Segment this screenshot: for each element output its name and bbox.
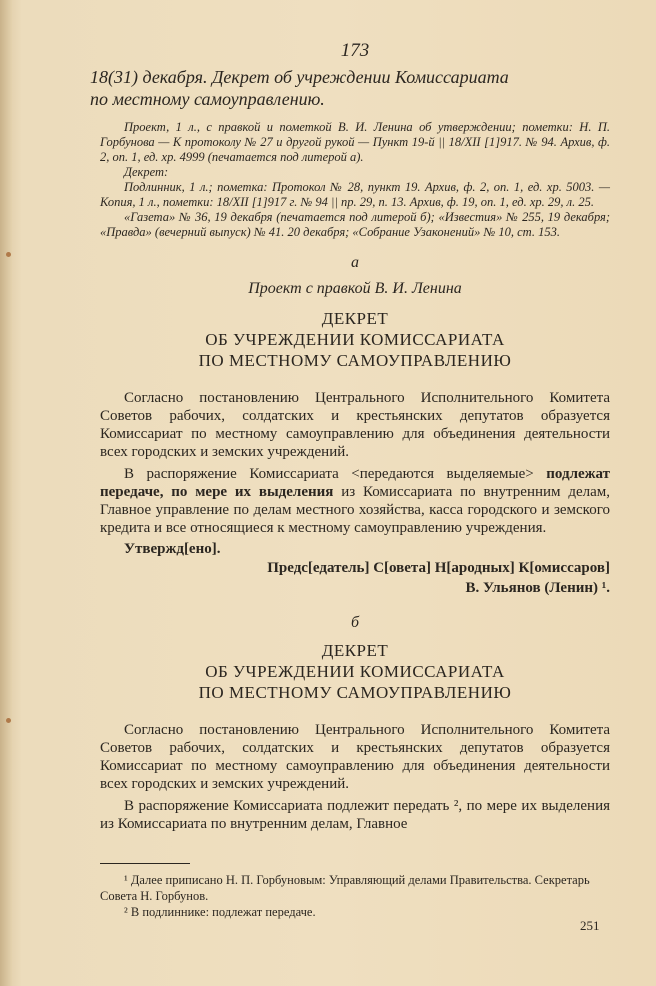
variant-b-paragraph-2: В распоряжение Комиссариата подлежит передать ², по мере их выделения из Комиссариата по внутренним делам, Главное [100, 798, 610, 832]
document-number: 173 [340, 40, 370, 61]
decree-title-line-3: ПО МЕСТНОМУ САМОУПРАВЛЕНИЮ [198, 683, 512, 702]
archival-note-2: Декрет: [124, 165, 169, 179]
footnote-2: ² В подлиннике: подлежат передаче. [124, 905, 316, 919]
variant-a-paragraph-2 [100, 465, 610, 537]
decree-title-line-2: ОБ УЧРЕЖДЕНИИ КОМИССАРИАТА [205, 330, 505, 349]
binding-hole [6, 252, 11, 257]
para2-end: из Комиссариата по внутренним делам, Главное управление по делам местного хозяйства, касса городского и земского кредита и все относящиеся к местному самоуправлению учреждения. [100, 484, 611, 536]
signature-name: В. Ульянов (Ленин) ¹. [465, 580, 610, 596]
document-heading [90, 66, 610, 110]
inserted-text: подлежат передаче, по мере их выделения [100, 466, 610, 500]
page-spine-shadow [0, 0, 12, 986]
variant-a-subtitle: Проект с правкой В. И. Ленина [248, 280, 462, 297]
heading-line-2: по местному самоуправлению. [90, 89, 325, 109]
variant-a-decree-title [100, 308, 610, 371]
footnotes [100, 872, 610, 920]
approval-mark: Утвержд[ено]. [124, 541, 221, 557]
signature-title: Предс[едатель] С[овета] Н[ародных] К[омиссаров] [267, 560, 610, 576]
signature-block [100, 558, 610, 598]
variant-a-paragraph-1: Согласно постановлению Центрального Исполнительного Комитета Советов рабочих, солдатских и крестьянских депутатов образуется Комиссариат по местному самоуправлению для объединения деятельности всех городских и земских учреждений. [100, 390, 610, 460]
variant-b-body [100, 721, 610, 833]
footnote-1: ¹ Далее приписано Н. П. Горбуновым: Управляющий делами Правительства. Секретарь Совета Н. Горбунов. [100, 873, 590, 903]
archival-note-4: «Газета» № 36, 19 декабря (печатается под литерой б); «Известия» № 255, 19 декабря; «Правда» (вечерний выпуск) № 41. 20 декабря; «Собрание Узаконений» № 10, ст. 153. [100, 210, 610, 239]
page-number: 251 [580, 918, 600, 933]
variant-b-paragraph-1: Согласно постановлению Центрального Исполнительного Комитета Советов рабочих, солдатских и крестьянских депутатов образуется Комиссариат по местному самоуправлению для объединения деятельности всех городских и земских учреждений. [100, 722, 610, 792]
decree-title-line-2: ОБ УЧРЕЖДЕНИИ КОМИССАРИАТА [205, 662, 505, 681]
archival-note-3: Подлинник, 1 л.; пометка: Протокол № 28, пункт 19. Архив, ф. 2, оп. 1, ед. хр. 5003. — Копия, 1 л., пометки: 18/XII [1]917 г. № 94 || пр. 29, п. 13. Архив, ф. 19, оп. 1, ед. хр. 29, л. 25. [100, 180, 610, 209]
variant-a-letter: а [351, 254, 359, 271]
page-content [90, 40, 611, 920]
archival-notes [100, 120, 610, 240]
decree-title-line-1: ДЕКРЕТ [321, 309, 389, 328]
variant-b-decree-title [100, 640, 610, 703]
heading-line-1: 18(31) декабря. Декрет об учреждении Комиссариата [90, 67, 509, 87]
para2-start: В распоряжение Комиссариата [124, 466, 352, 482]
footnote-divider [100, 863, 190, 864]
decree-title-line-3: ПО МЕСТНОМУ САМОУПРАВЛЕНИЮ [198, 351, 512, 370]
variant-b-letter: б [350, 614, 360, 631]
binding-hole [6, 718, 11, 723]
archival-note-1: Проект, 1 л., с правкой и пометкой В. И. Ленина об утверждении; пометки: Н. П. Горбунова — К протоколу № 27 и другой рукой — Пункт 19-й || 18/XII [1]917. № 94. Архив, ф. 2, оп. 1, ед. хр. 4999 (печатается под литерой а). [100, 120, 610, 164]
deleted-text: <передаются выделяемые> [351, 466, 534, 482]
decree-title-line-1: ДЕКРЕТ [321, 641, 389, 660]
variant-a-body [100, 389, 610, 537]
